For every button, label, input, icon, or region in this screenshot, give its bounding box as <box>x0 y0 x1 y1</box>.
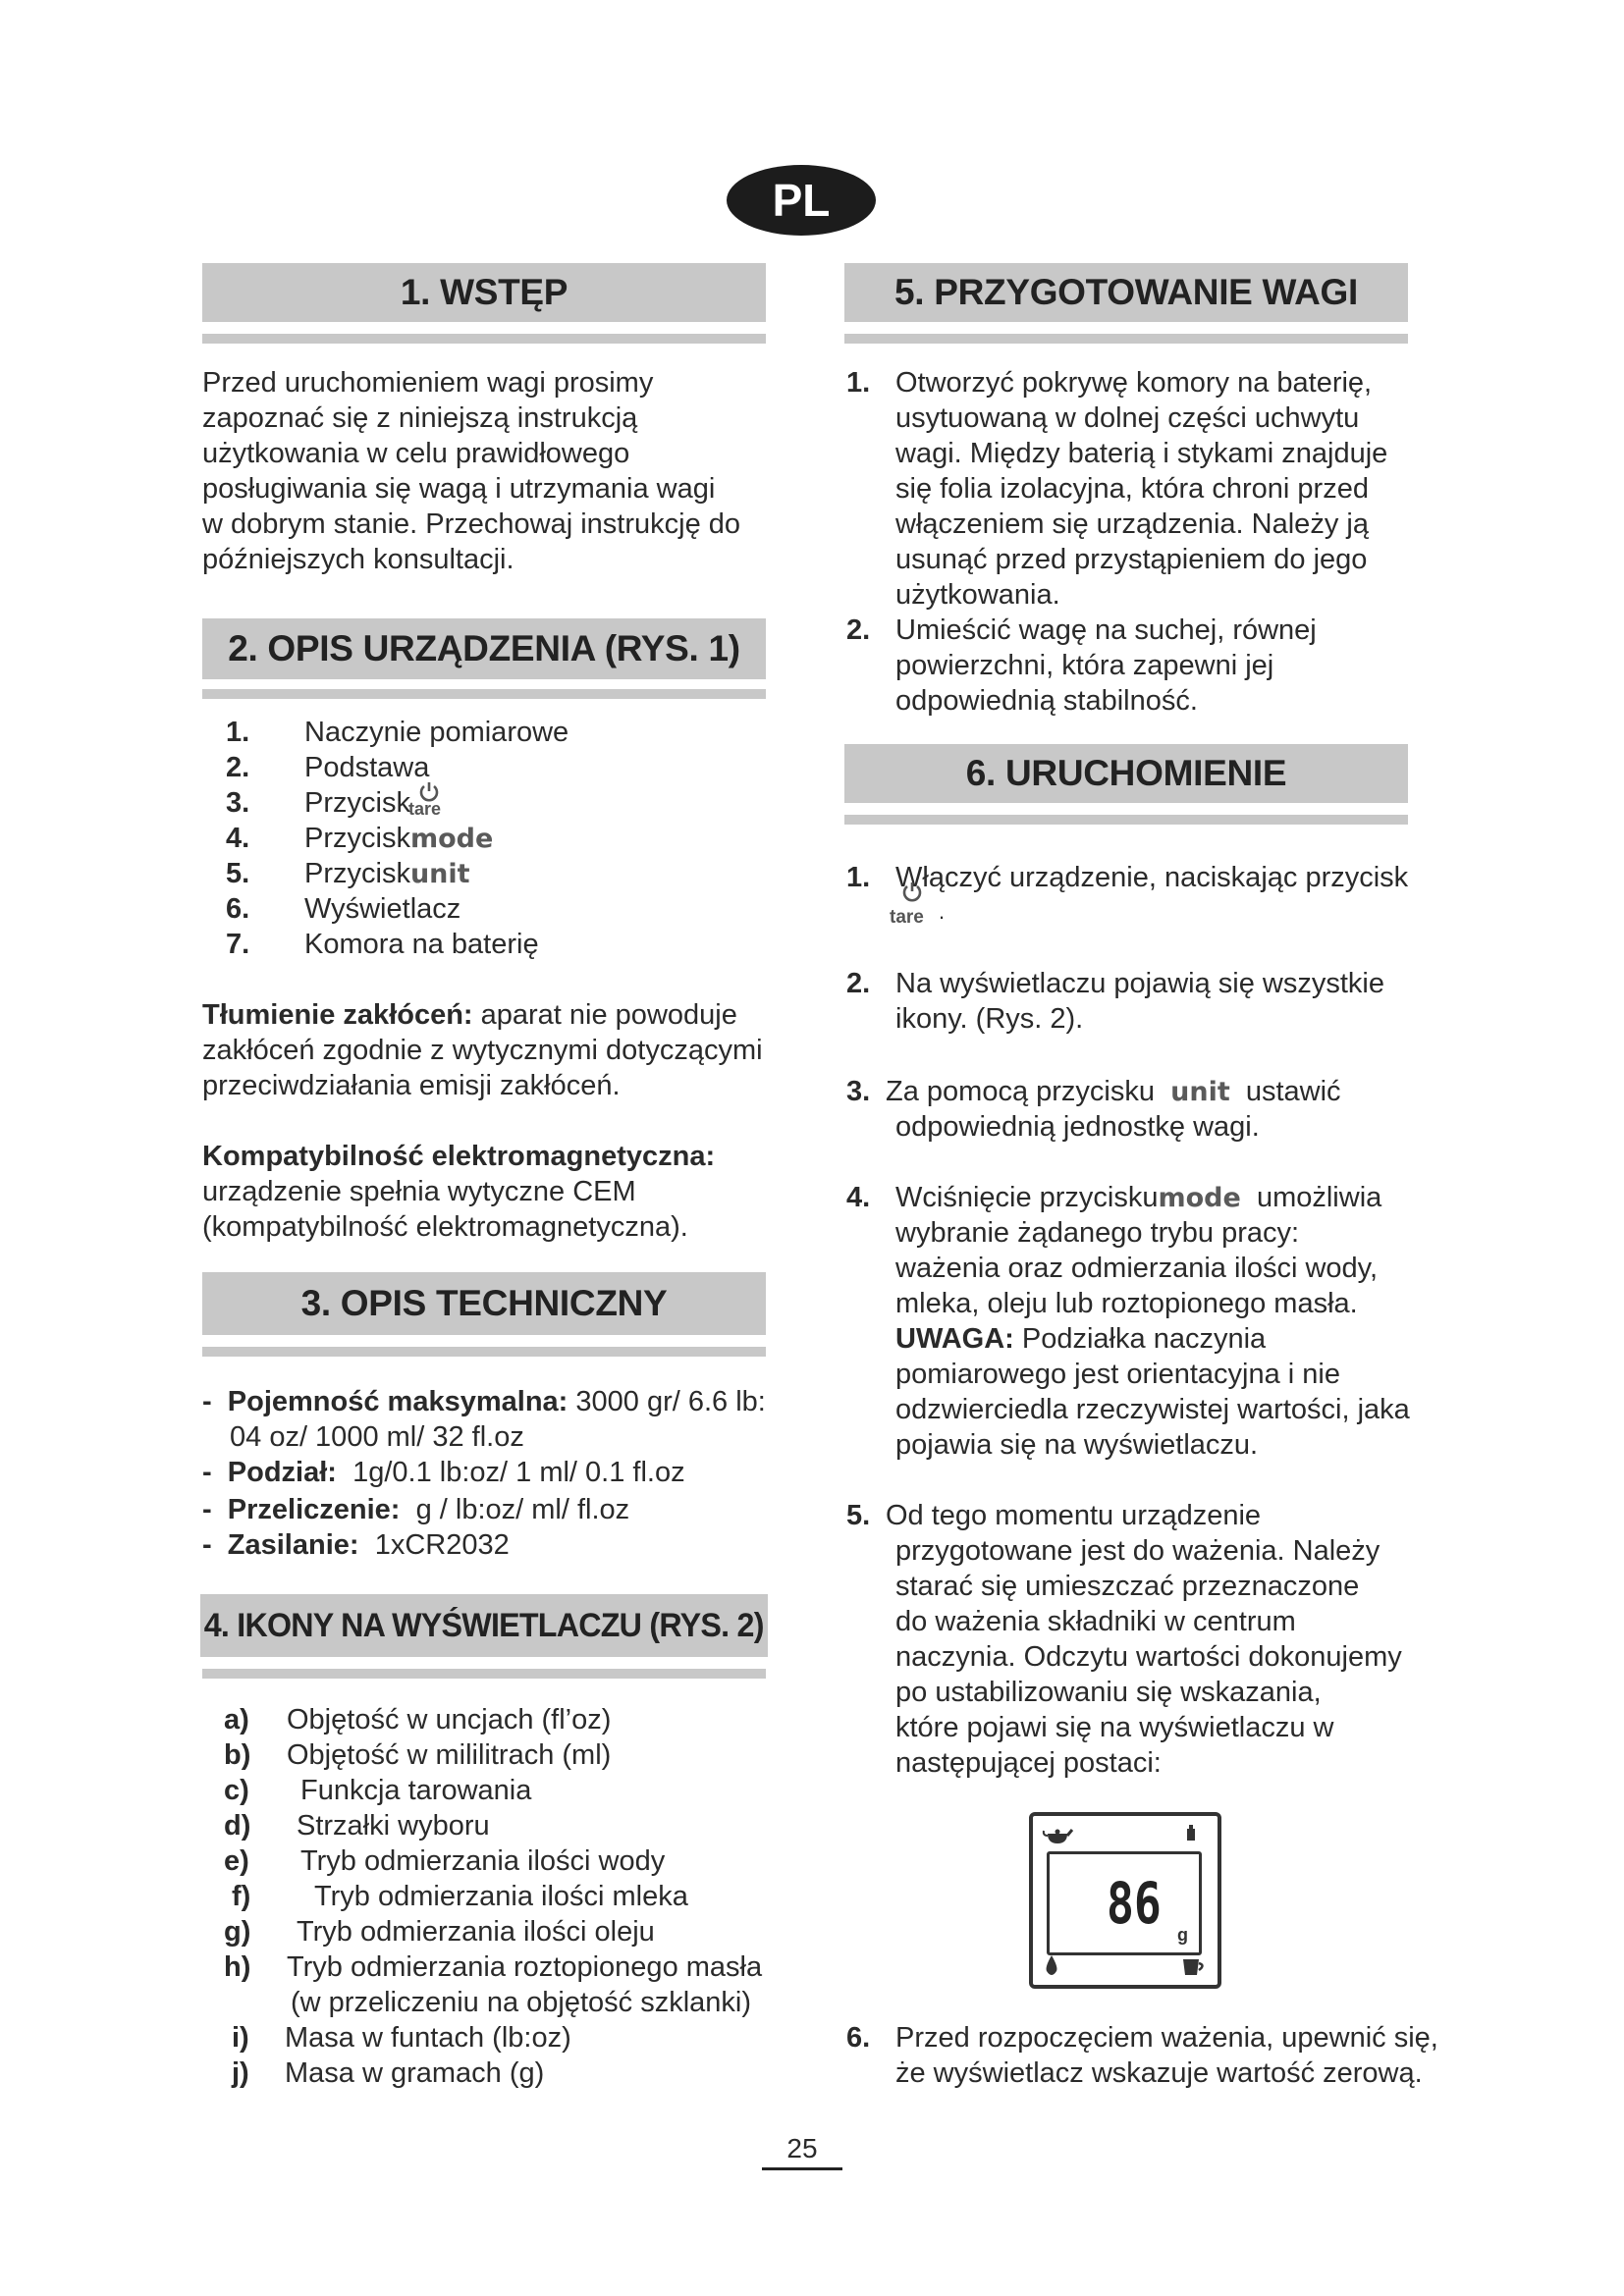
list-item: Przycisk <box>304 787 410 819</box>
list-item: Komora na baterię <box>304 929 539 960</box>
power-icon <box>901 881 923 901</box>
text-line: zapoznać się z niniejszą instrukcją <box>202 402 638 434</box>
text-line <box>895 1180 1381 1216</box>
text-line: do ważenia składniki w centrum <box>895 1606 1296 1637</box>
step-number: 2. <box>846 614 871 646</box>
text-line <box>886 1074 1341 1110</box>
spec-label: Zasilanie: <box>227 1529 359 1561</box>
note-text: Podziałka naczynia <box>1021 1323 1267 1355</box>
text-line: przeciwdziałania emisji zakłóceń. <box>202 1070 621 1101</box>
emission-text: aparat nie powoduje <box>480 999 737 1031</box>
list-item: Tryb odmierzania roztopionego masła <box>287 1951 763 1983</box>
text-line: Otworzyć pokrywę komory na baterię, <box>895 367 1373 399</box>
tare-key-label: tare <box>890 907 924 928</box>
text-line: powierzchni, która zapewni jej <box>895 650 1274 681</box>
section-divider <box>844 815 1408 825</box>
list-item <box>304 856 470 892</box>
text-line: usunąć przed przystąpieniem do jego <box>895 544 1368 575</box>
unit-key-label: unit <box>409 859 470 889</box>
section-4-heading: 4. IKONY NA WYŚWIETLACZU (RYS. 2) <box>200 1594 768 1657</box>
list-letter: c) <box>224 1775 249 1806</box>
text-line: po ustabilizowaniu się wskazania, <box>895 1677 1322 1708</box>
section-1-heading: 1. WSTĘP <box>202 263 766 322</box>
spec-value: 1xCR2032 <box>374 1529 510 1561</box>
list-item-text: Przycisk <box>304 858 410 889</box>
list-number: 1. <box>226 717 250 748</box>
step-number: 1. <box>846 367 871 399</box>
text-line: wagi. Między baterią i stykami znajduje <box>895 438 1388 469</box>
text-line: że wyświetlacz wskazuje wartość zerową. <box>895 2057 1423 2089</box>
text-line <box>895 1321 1266 1357</box>
text-line: pomiarowego jest orientacyjna i nie <box>895 1359 1340 1390</box>
text-line: Umieścić wagę na suchej, równej <box>895 614 1317 646</box>
list-item <box>304 821 493 857</box>
emission-label: Tłumienie zakłóceń: <box>202 999 473 1031</box>
list-letter: b) <box>224 1739 251 1771</box>
list-number: 4. <box>226 823 250 854</box>
text-line: użytkowania. <box>895 579 1060 611</box>
teapot-icon <box>1043 1824 1072 1845</box>
spec-row: - Zasilanie: 1xCR2032 <box>202 1529 510 1561</box>
list-item: Masa w funtach (lb:oz) <box>285 2022 571 2054</box>
text-line: pojawia się na wyświetlaczu. <box>895 1429 1259 1461</box>
text-line: starać się umieszczać przeznaczone <box>895 1571 1360 1602</box>
list-item-continued: (w przeliczeniu na objętość szklanki) <box>291 1987 752 2018</box>
spec-row: - Pojemność maksymalna: 3000 gr/ 6.6 lb: <box>202 1386 766 1417</box>
lcd-screen <box>1047 1851 1202 1955</box>
spec-label: Pojemność maksymalna: <box>227 1386 568 1417</box>
scale-display-illustration <box>1029 1812 1221 1989</box>
list-item: Objętość w mililitrach (ml) <box>287 1739 612 1771</box>
step-number: 5. <box>846 1500 871 1531</box>
list-letter: e) <box>224 1845 249 1877</box>
text-line: się folia izolacyjna, która chroni przed <box>895 473 1369 505</box>
list-item: Masa w gramach (g) <box>285 2057 545 2089</box>
text-line: w dobrym stanie. Przechowaj instrukcję do <box>202 508 741 540</box>
text-line: naczynia. Odczytu wartości dokonujemy <box>895 1641 1402 1673</box>
text-line: odpowiednią stabilność. <box>895 685 1198 717</box>
list-item: Naczynie pomiarowe <box>304 717 569 748</box>
list-number: 5. <box>226 858 250 889</box>
text-line: ważenia oraz odmierzania ilości wody, <box>895 1253 1379 1284</box>
spec-value: 3000 gr/ 6.6 lb: <box>575 1386 766 1417</box>
spec-label: Przeliczenie: <box>227 1494 401 1525</box>
text-line: (kompatybilność elektromagnetyczna). <box>202 1211 688 1243</box>
text-line: urządzenie spełnia wytyczne CEM <box>202 1176 636 1207</box>
section-divider <box>844 334 1408 344</box>
page-number: 25 <box>762 2130 842 2170</box>
tare-key-symbol <box>405 781 452 823</box>
text-line: zakłóceń zgodnie z wytycznymi dotyczącymi <box>202 1035 763 1066</box>
tare-key-label: tare <box>408 799 442 819</box>
text-line: użytkowania w celu prawidłowego <box>202 438 630 469</box>
section-divider <box>202 689 766 699</box>
text-line: wybranie żądanego trybu pracy: <box>895 1217 1300 1249</box>
unit-key-label: unit <box>1170 1077 1230 1107</box>
butter-cup-icon <box>1180 1955 1206 1977</box>
power-icon <box>418 781 440 801</box>
text-line: Od tego momentu urządzenie <box>886 1500 1262 1531</box>
text-line: odzwierciedla rzeczywistej wartości, jaka <box>895 1394 1410 1425</box>
text-line: posługiwania się wagą i utrzymania wagi <box>202 473 716 505</box>
list-letter: a) <box>224 1704 249 1735</box>
note-label: UWAGA: <box>895 1323 1014 1355</box>
list-number: 7. <box>226 929 250 960</box>
spec-value: 1g/0.1 lb:oz/ 1 ml/ 0.1 fl.oz <box>352 1457 685 1488</box>
section-5-heading: 5. PRZYGOTOWANIE WAGI <box>844 263 1408 322</box>
step-number: 6. <box>846 2022 871 2054</box>
step-number: 2. <box>846 968 871 999</box>
section-2-heading: 2. OPIS URZĄDZENIA (RYS. 1) <box>202 618 766 679</box>
list-item: Funkcja tarowania <box>300 1775 532 1806</box>
section-3-heading: 3. OPIS TECHNICZNY <box>202 1272 766 1335</box>
list-item: Podstawa <box>304 752 430 783</box>
spec-row: - Podział: 1g/0.1 lb:oz/ 1 ml/ 0.1 fl.oz <box>202 1457 685 1488</box>
text-line: usytuowaną w dolnej części uchwytu <box>895 402 1360 434</box>
text-line: następującej postaci: <box>895 1747 1162 1779</box>
list-item: Tryb odmierzania ilości wody <box>300 1845 666 1877</box>
text-line: Przed uruchomieniem wagi prosimy <box>202 367 654 399</box>
spec-label: Podział: <box>227 1457 337 1488</box>
text-line: mleka, oleju lub roztopionego masła. <box>895 1288 1358 1319</box>
list-number: 3. <box>226 787 250 819</box>
step-text: Za pomocą przycisku <box>886 1076 1155 1107</box>
section-divider <box>202 1347 766 1357</box>
text-line: Na wyświetlaczu pojawią się wszystkie <box>895 968 1384 999</box>
mode-key-label: mode <box>1158 1183 1241 1213</box>
list-number: 2. <box>226 752 250 783</box>
list-letter: g) <box>224 1916 251 1948</box>
text-line: Włączyć urządzenie, naciskając przycisk <box>895 862 1409 893</box>
list-letter: i) <box>232 2022 249 2054</box>
list-letter: f) <box>232 1881 251 1912</box>
text-line: przygotowane jest do ważenia. Należy <box>895 1535 1380 1567</box>
text-line: odpowiednią jednostkę wagi. <box>895 1111 1260 1143</box>
list-item: Strzałki wyboru <box>297 1810 490 1842</box>
step-text: umożliwia <box>1256 1182 1382 1213</box>
text-line: późniejszych konsultacji. <box>202 544 514 575</box>
text-line: Przed rozpoczęciem ważenia, upewnić się, <box>895 2022 1438 2054</box>
spec-row: - Przeliczenie: g / lb:oz/ ml/ fl.oz <box>202 1494 630 1525</box>
text-line: które pojawi się na wyświetlaczu w <box>895 1712 1334 1743</box>
list-item: Tryb odmierzania ilości mleka <box>314 1881 688 1912</box>
language-badge: PL <box>727 165 876 236</box>
spec-value: g / lb:oz/ ml/ fl.oz <box>415 1494 630 1525</box>
emc-label: Kompatybilność elektromagnetyczna: <box>202 1141 716 1172</box>
list-number: 6. <box>226 893 250 925</box>
display-reading: 86 <box>1107 1870 1162 1937</box>
step-number: 3. <box>846 1076 871 1107</box>
section-6-heading: 6. URUCHOMIENIE <box>844 744 1408 803</box>
list-letter: h) <box>224 1951 251 1983</box>
list-item: Wyświetlacz <box>304 893 461 925</box>
text-line: ikony. (Rys. 2). <box>895 1003 1084 1035</box>
water-drop-icon <box>1045 1955 1058 1977</box>
display-unit: g <box>1177 1925 1188 1945</box>
step-text: Wciśnięcie przycisku <box>895 1182 1159 1213</box>
bottle-icon <box>1184 1824 1198 1842</box>
list-item-text: Przycisk <box>304 823 410 854</box>
text-line <box>202 997 737 1033</box>
step-number: 4. <box>846 1182 871 1213</box>
tare-key-symbol <box>890 881 948 927</box>
step-number: 1. <box>846 862 871 893</box>
mode-key-label: mode <box>409 824 494 854</box>
list-item: Tryb odmierzania ilości oleju <box>297 1916 655 1948</box>
spec-value-continued: 04 oz/ 1000 ml/ 32 fl.oz <box>230 1421 524 1453</box>
sentence-end: . <box>939 899 946 924</box>
list-letter: d) <box>224 1810 251 1842</box>
list-item: Objętość w uncjach (fl’oz) <box>287 1704 612 1735</box>
section-divider <box>202 1669 766 1679</box>
list-letter: j) <box>232 2057 249 2089</box>
text-line: włączeniem się urządzenia. Należy ją <box>895 508 1369 540</box>
step-text: ustawić <box>1245 1076 1341 1107</box>
section-divider <box>202 334 766 344</box>
